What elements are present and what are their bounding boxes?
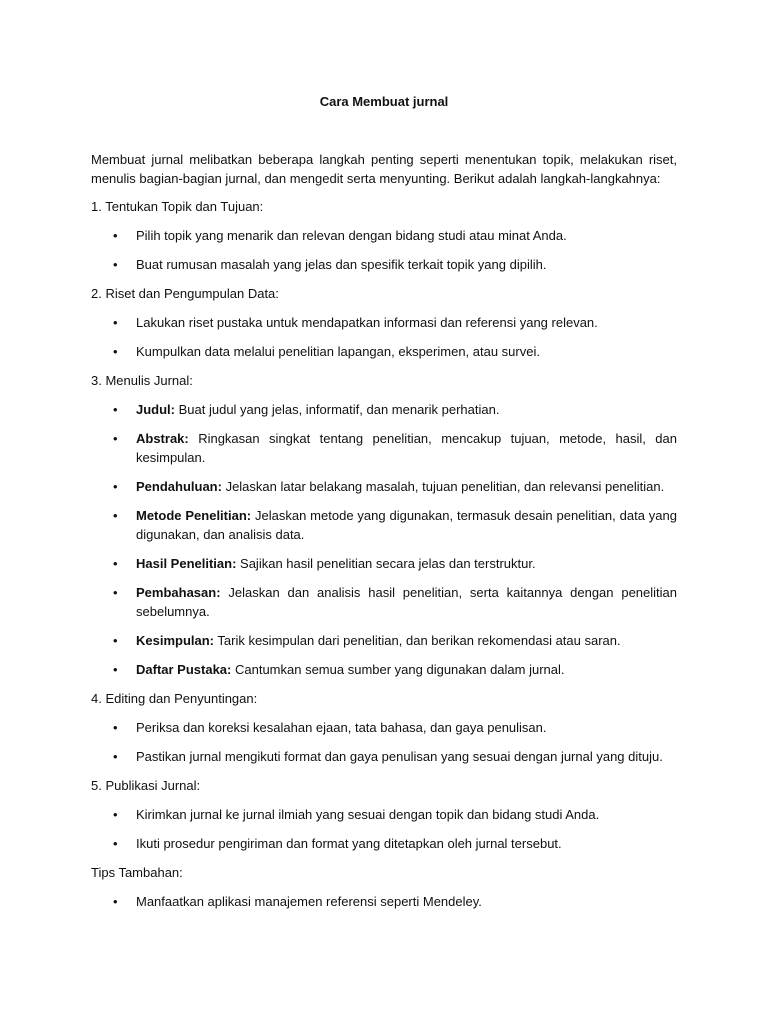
list-item bbox=[91, 805, 677, 824]
item-text: Buat rumusan masalah yang jelas dan spesifik terkait topik yang dipilih. bbox=[136, 257, 547, 272]
bullet-icon: • bbox=[113, 749, 118, 764]
list-item bbox=[91, 477, 677, 496]
bullet-icon: • bbox=[113, 315, 118, 330]
bullet-list bbox=[91, 400, 677, 679]
item-term: Pendahuluan: bbox=[136, 479, 222, 494]
bullet-icon: • bbox=[113, 807, 118, 822]
bullet-icon: • bbox=[113, 431, 118, 446]
item-text: Ringkasan singkat tentang penelitian, mencakup tujuan, metode, hasil, dan kesimpulan. bbox=[136, 431, 677, 465]
bullet-list bbox=[91, 718, 677, 766]
bullet-icon: • bbox=[113, 633, 118, 648]
item-text: Periksa dan koreksi kesalahan ejaan, tata bahasa, dan gaya penulisan. bbox=[136, 720, 547, 735]
list-item bbox=[91, 892, 677, 911]
list-item bbox=[91, 255, 677, 274]
section-heading: 5. Publikasi Jurnal: bbox=[91, 778, 201, 793]
bullet-icon: • bbox=[113, 228, 118, 243]
item-text: Buat judul yang jelas, informatif, dan menarik perhatian. bbox=[175, 402, 500, 417]
intro-paragraph: Membuat jurnal melibatkan beberapa langkah penting seperti menentukan topik, melakukan riset, menulis bagian-bagian jurnal, dan mengedit serta menyunting. Berikut adalah langkah-langkahnya: bbox=[91, 152, 677, 186]
bullet-icon: • bbox=[113, 720, 118, 735]
bullet-icon: • bbox=[113, 402, 118, 417]
item-text: Pastikan jurnal mengikuti format dan gaya penulisan yang sesuai dengan jurnal yang dituju. bbox=[136, 749, 663, 764]
list-item bbox=[91, 400, 677, 419]
item-term: Daftar Pustaka: bbox=[136, 662, 232, 677]
bullet-icon: • bbox=[113, 836, 118, 851]
list-item bbox=[91, 747, 677, 766]
list-item bbox=[91, 660, 677, 679]
document-body bbox=[91, 197, 677, 911]
section-heading: Tips Tambahan: bbox=[91, 865, 183, 880]
list-item bbox=[91, 313, 677, 332]
bullet-icon: • bbox=[113, 257, 118, 272]
bullet-icon: • bbox=[113, 344, 118, 359]
list-item bbox=[91, 554, 677, 573]
item-text: Kumpulkan data melalui penelitian lapangan, eksperimen, atau survei. bbox=[136, 344, 540, 359]
document-title: Cara Membuat jurnal bbox=[319, 94, 449, 109]
bullet-list bbox=[91, 226, 677, 274]
item-term: Judul: bbox=[136, 402, 175, 417]
list-item bbox=[91, 226, 677, 245]
list-item bbox=[91, 429, 677, 467]
bullet-list bbox=[91, 892, 677, 911]
list-item bbox=[91, 631, 677, 650]
bullet-icon: • bbox=[113, 556, 118, 571]
bullet-icon: • bbox=[113, 894, 118, 909]
list-item bbox=[91, 583, 677, 621]
section-heading: 3. Menulis Jurnal: bbox=[91, 373, 193, 388]
bullet-icon: • bbox=[113, 585, 118, 600]
list-item bbox=[91, 506, 677, 544]
list-item bbox=[91, 834, 677, 853]
item-term: Abstrak: bbox=[136, 431, 189, 446]
item-term: Hasil Penelitian: bbox=[136, 556, 237, 571]
bullet-list bbox=[91, 313, 677, 361]
bullet-icon: • bbox=[113, 479, 118, 494]
section-heading: 2. Riset dan Pengumpulan Data: bbox=[91, 286, 279, 301]
bullet-icon: • bbox=[113, 662, 118, 677]
section-heading: 4. Editing dan Penyuntingan: bbox=[91, 691, 258, 706]
list-item bbox=[91, 342, 677, 361]
item-text: Jelaskan dan analisis hasil penelitian, serta kaitannya dengan penelitian sebelumnya. bbox=[136, 585, 677, 619]
item-term: Pembahasan: bbox=[136, 585, 221, 600]
item-text: Ikuti prosedur pengiriman dan format yang ditetapkan oleh jurnal tersebut. bbox=[136, 836, 562, 851]
list-item bbox=[91, 718, 677, 737]
item-text: Cantumkan semua sumber yang digunakan dalam jurnal. bbox=[231, 662, 565, 677]
item-term: Kesimpulan: bbox=[136, 633, 215, 648]
item-text: Kirimkan jurnal ke jurnal ilmiah yang sesuai dengan topik dan bidang studi Anda. bbox=[136, 807, 600, 822]
section-heading: 1. Tentukan Topik dan Tujuan: bbox=[91, 199, 264, 214]
item-text: Manfaatkan aplikasi manajemen referensi seperti Mendeley. bbox=[136, 894, 482, 909]
item-text: Pilih topik yang menarik dan relevan dengan bidang studi atau minat Anda. bbox=[136, 228, 567, 243]
item-text: Tarik kesimpulan dari penelitian, dan berikan rekomendasi atau saran. bbox=[214, 633, 621, 648]
item-text: Jelaskan latar belakang masalah, tujuan penelitian, dan relevansi penelitian. bbox=[221, 479, 665, 494]
bullet-list bbox=[91, 805, 677, 853]
item-term: Metode Penelitian: bbox=[136, 508, 252, 523]
item-text: Lakukan riset pustaka untuk mendapatkan informasi dan referensi yang relevan. bbox=[136, 315, 598, 330]
bullet-icon: • bbox=[113, 508, 118, 523]
item-text: Sajikan hasil penelitian secara jelas dan terstruktur. bbox=[236, 556, 536, 571]
item-text: Jelaskan metode yang digunakan, termasuk desain penelitian, data yang digunakan, dan analisis data. bbox=[136, 508, 677, 542]
